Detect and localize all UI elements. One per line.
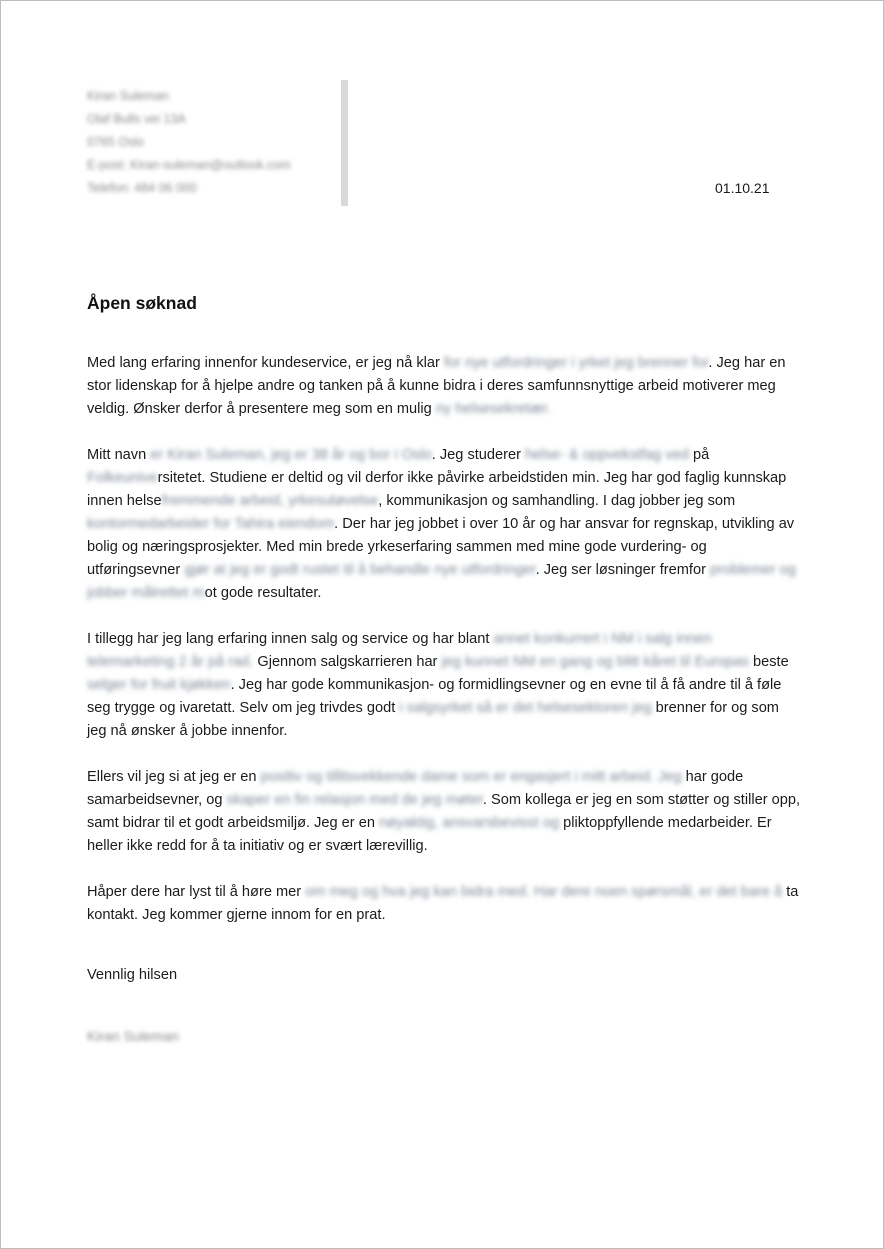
- body-paragraph: [87, 766, 802, 858]
- sender-address-block: [87, 85, 337, 200]
- paragraph-text: , kommunikasjon og samhandling. I dag jobber jeg som: [378, 493, 736, 509]
- vertical-divider: [341, 80, 348, 206]
- redacted-text: kontormedarbeider for Tahira eiendom: [87, 516, 335, 532]
- sender-email: E-post: Kiran-suleman@outlook.com: [87, 158, 291, 172]
- body-paragraph: [87, 881, 802, 927]
- paragraph-text: ot gode resultater.: [204, 585, 322, 601]
- paragraph-text: på: [688, 447, 710, 463]
- paragraph-text: rsitetet. Studiene er deltid og vil derfor ikke påvirke arbeidstiden min. Jeg har god faglig kunnskap innen helse: [87, 470, 787, 509]
- letter-date: 01.10.21: [715, 180, 770, 196]
- redacted-text: fremmende arbeid, yrkesutøvelse: [161, 493, 379, 509]
- paragraph-text: . Jeg studerer: [431, 447, 526, 463]
- redacted-text: problemer og jobber målrettet m: [87, 562, 796, 601]
- closing-salutation: Vennlig hilsen: [87, 967, 178, 983]
- paragraph-text: Mitt navn: [87, 447, 147, 463]
- redacted-text: positiv og tillitsvekkende dame som er engasjert i mitt arbeid. Jeg: [260, 769, 682, 785]
- paragraph-text: . Som kollega er jeg en som støtter og stiller opp, samt bidrar til et godt arbeidsmiljø. Jeg er en: [87, 792, 801, 831]
- paragraph-text: . Jeg har en stor lidenskap for å hjelpe andre og tanken på å kunne bidra i deres samfunnsnyttige arbeid motiverer meg veldig. Ønsker derfor å presentere meg som en mulig: [87, 355, 786, 417]
- paragraph-text: Ellers vil jeg si at jeg er en: [87, 769, 261, 785]
- paragraph-text: pliktoppfyllende medarbeider. Er heller ikke redd for å ta initiativ og er svært lærevillig.: [87, 815, 772, 854]
- redacted-text: om meg og hva jeg kan bidra med. Har dere noen spørsmål, er det bare å: [305, 884, 783, 900]
- redacted-text: ny helsesekretær.: [431, 401, 551, 417]
- sender-phone: Telefon: 484 06 000: [87, 181, 197, 195]
- paragraph-text: . Der har jeg jobbet i over 10 år og har ansvar for regnskap, utvikling av bolig og næringsprosjekter. Med min brede yrkeserfaring sammen med mine gode vurdering- og utføringsevner: [87, 516, 795, 578]
- signature-name: Kiran Suleman: [87, 1028, 179, 1044]
- paragraph-text: brenner for og som jeg nå ønsker å jobbe innenfor.: [87, 700, 779, 739]
- paragraph-text: beste: [748, 654, 789, 670]
- sender-name: Kiran Suleman: [87, 89, 169, 103]
- paragraph-text: I tillegg har jeg lang erfaring innen salg og service og har blant: [87, 631, 494, 647]
- redacted-text: helse- & oppvekstfag ved: [525, 447, 689, 463]
- body-paragraph: [87, 444, 802, 605]
- sender-street: Olaf Bulls vei 13A: [87, 112, 186, 126]
- redacted-text: i salgsyrket så er det helsesektoren jeg: [395, 700, 652, 716]
- redacted-text: jeg kunnet NM en gang og blitt kåret til Europas: [441, 654, 749, 670]
- paragraph-text: . Jeg har gode kommunikasjon- og formidlingsevner og en evne til å få andre til å føle seg trygge og ivaretatt. Selv om jeg trivdes godt: [87, 677, 782, 716]
- redacted-text: Folkeunive: [87, 470, 158, 486]
- redacted-text: for nye utfordringer i yrket jeg brenner for: [443, 355, 709, 371]
- redacted-text: gjør at jeg er godt rustet til å behandle nye utfordringer: [180, 562, 536, 578]
- redacted-text: annet konkurrert i NM i salg innen telemarketing 2 år på rad.: [87, 631, 712, 670]
- sender-postal: 0765 Oslo: [87, 135, 144, 149]
- redacted-text: er Kiran Suleman, jeg er 38 år og bor i Oslo: [146, 447, 432, 463]
- letter-body: [87, 352, 802, 950]
- paragraph-text: ta kontakt. Jeg kommer gjerne innom for en prat.: [87, 884, 799, 923]
- redacted-text: selger for fruit kjøkken: [87, 677, 231, 693]
- paragraph-text: . Jeg ser løsninger fremfor: [535, 562, 710, 578]
- redacted-text: skaper en fin relasjon med de jeg møter: [226, 792, 483, 808]
- body-paragraph: [87, 352, 802, 421]
- paragraph-text: Håper dere har lyst til å høre mer: [87, 884, 306, 900]
- paragraph-text: Med lang erfaring innenfor kundeservice, er jeg nå klar: [87, 355, 444, 371]
- body-paragraph: [87, 628, 802, 743]
- paragraph-text: Gjennom salgskarrieren har: [253, 654, 442, 670]
- redacted-text: nøyaktig, ansvarsbevisst og: [379, 815, 560, 831]
- paragraph-text: har gode samarbeidsevner, og: [87, 769, 744, 808]
- letter-title: Åpen søknad: [87, 293, 197, 313]
